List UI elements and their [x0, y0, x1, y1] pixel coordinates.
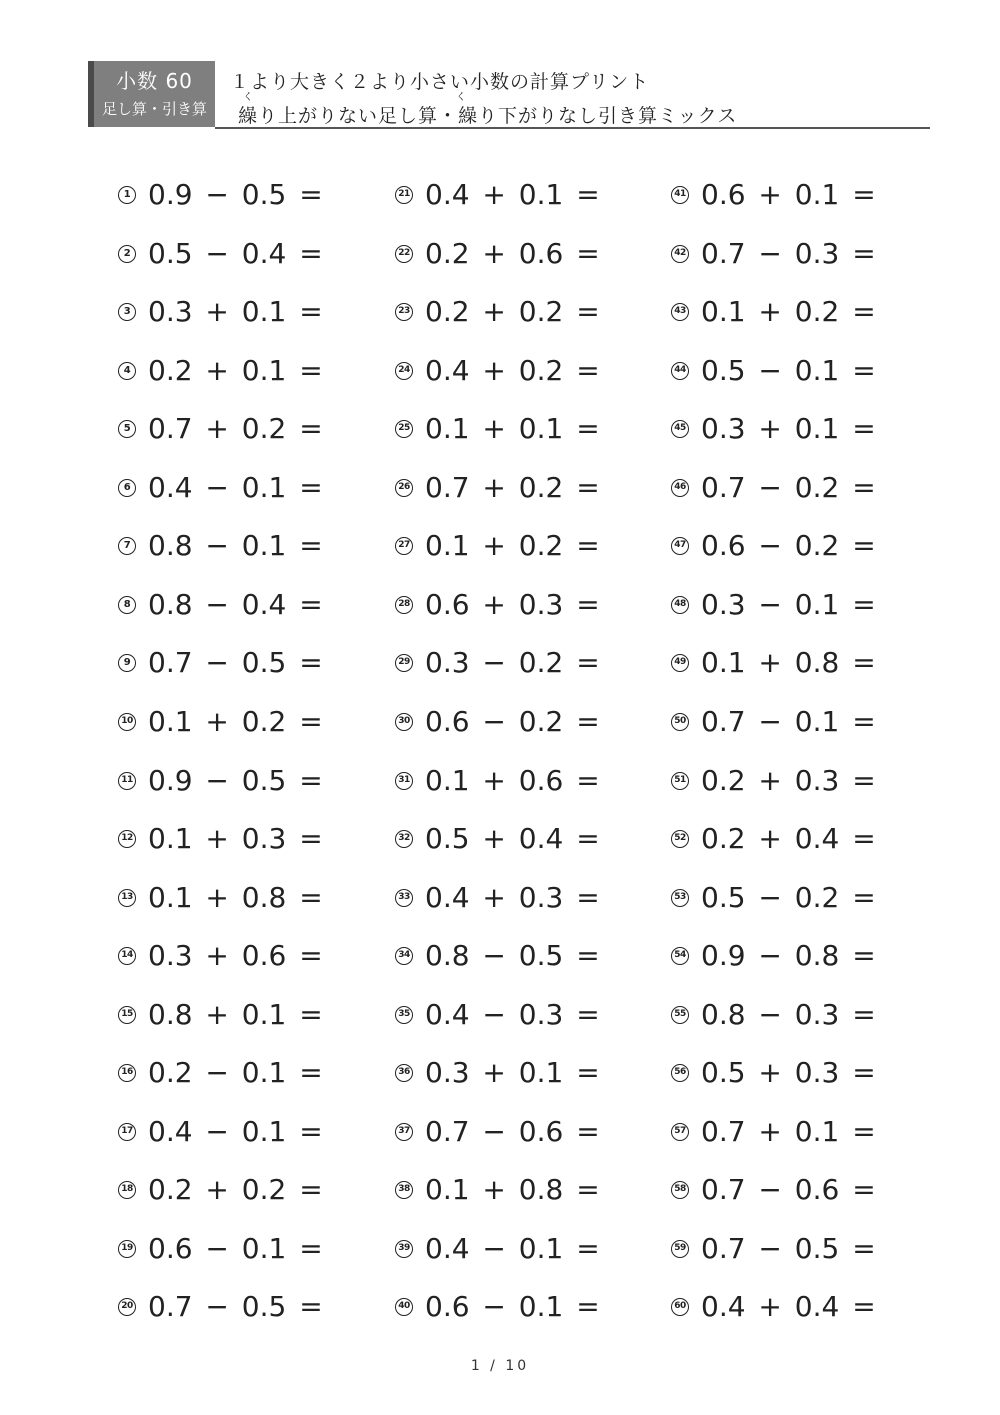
problem-item — [118, 175, 323, 215]
problem-item — [118, 234, 323, 274]
problem-expression: 0.8 − 0.1 = — [148, 529, 323, 563]
problem-number: 43 — [671, 303, 689, 321]
problem-number: 55 — [671, 1006, 689, 1024]
problem-expression: 0.8 − 0.5 = — [425, 939, 600, 973]
problem-expression: 0.4 + 0.2 = — [425, 353, 600, 387]
problem-item — [118, 1112, 323, 1152]
problem-item — [118, 1053, 323, 1093]
problem-item — [671, 351, 876, 391]
problem-item — [118, 468, 323, 508]
problem-expression: 0.6 − 0.1 = — [425, 1290, 600, 1324]
problem-number: 2 — [118, 245, 136, 263]
problem-item — [671, 878, 876, 918]
problem-number: 4 — [118, 362, 136, 380]
problem-expression: 0.3 + 0.1 = — [148, 295, 323, 329]
problem-expression: 0.3 + 0.1 = — [425, 1056, 600, 1090]
problem-item — [118, 936, 323, 976]
problem-item — [118, 643, 323, 683]
problem-expression: 0.9 − 0.8 = — [701, 939, 876, 973]
problem-item — [395, 292, 600, 332]
problem-number: 3 — [118, 303, 136, 321]
problem-number: 14 — [118, 947, 136, 965]
problem-item — [118, 702, 323, 742]
problem-number: 8 — [118, 596, 136, 614]
problem-number: 29 — [395, 654, 413, 672]
problem-item — [671, 292, 876, 332]
problem-item — [118, 1287, 323, 1327]
problem-number: 39 — [395, 1240, 413, 1258]
problem-expression: 0.6 + 0.3 = — [425, 587, 600, 621]
problem-item — [671, 1170, 876, 1210]
problem-expression: 0.9 − 0.5 = — [148, 178, 323, 211]
problem-item — [118, 526, 323, 566]
problem-item — [671, 175, 876, 215]
problem-expression: 0.7 − 0.5 = — [701, 1231, 876, 1265]
problem-number: 7 — [118, 537, 136, 555]
problem-number: 16 — [118, 1064, 136, 1082]
problem-number: 41 — [671, 186, 689, 204]
problem-expression: 0.5 + 0.3 = — [701, 1056, 876, 1090]
problem-item — [671, 819, 876, 859]
problem-item — [671, 936, 876, 976]
problem-item — [395, 878, 600, 918]
problem-expression: 0.8 − 0.3 = — [701, 997, 876, 1031]
problem-expression: 0.1 + 0.2 = — [701, 295, 876, 329]
problem-expression: 0.7 + 0.2 = — [148, 412, 323, 446]
problem-expression: 0.7 − 0.3 = — [701, 236, 876, 270]
problem-expression: 0.3 − 0.2 = — [425, 646, 600, 680]
problem-item — [118, 1229, 323, 1269]
problem-expression: 0.4 − 0.3 = — [425, 997, 600, 1031]
problem-expression: 0.4 + 0.1 = — [425, 178, 600, 211]
problem-expression: 0.3 − 0.1 = — [701, 587, 876, 621]
problem-expression: 0.7 − 0.5 = — [148, 1290, 323, 1324]
problem-number: 32 — [395, 830, 413, 848]
problem-number: 48 — [671, 596, 689, 614]
problem-number: 12 — [118, 830, 136, 848]
problem-item — [395, 409, 600, 449]
problem-expression: 0.4 + 0.4 = — [701, 1290, 876, 1324]
problem-item — [395, 1112, 600, 1152]
problem-expression: 0.2 + 0.1 = — [148, 353, 323, 387]
problem-item — [671, 995, 876, 1035]
problem-number: 54 — [671, 947, 689, 965]
problem-item — [671, 1229, 876, 1269]
problem-item — [118, 351, 323, 391]
problem-item — [671, 526, 876, 566]
problem-item — [118, 1170, 323, 1210]
problem-expression: 0.5 − 0.4 = — [148, 236, 323, 270]
problem-number: 40 — [395, 1298, 413, 1316]
problem-expression: 0.1 + 0.2 = — [148, 704, 323, 738]
problem-item — [671, 409, 876, 449]
problem-number: 37 — [395, 1123, 413, 1141]
problem-item — [671, 1112, 876, 1152]
problem-expression: 0.2 + 0.6 = — [425, 236, 600, 270]
problem-item — [395, 468, 600, 508]
problem-number: 22 — [395, 245, 413, 263]
problem-expression: 0.3 + 0.1 = — [701, 412, 876, 446]
problem-expression: 0.6 − 0.1 = — [148, 1231, 323, 1265]
problem-item — [395, 1053, 600, 1093]
problem-expression: 0.6 − 0.2 = — [425, 704, 600, 738]
problem-number: 21 — [395, 186, 413, 204]
problem-item — [395, 526, 600, 566]
problem-expression: 0.2 + 0.2 = — [148, 1173, 323, 1207]
problem-number: 42 — [671, 245, 689, 263]
problem-item — [395, 351, 600, 391]
problem-expression: 0.4 − 0.1 = — [148, 1114, 323, 1148]
problem-item — [395, 1170, 600, 1210]
problem-number: 47 — [671, 537, 689, 555]
badge-topic-label: 足し算・引き算 — [101, 100, 207, 118]
problem-expression: 0.7 − 0.1 = — [701, 704, 876, 738]
problem-expression: 0.6 + 0.1 = — [701, 178, 876, 211]
problem-number: 49 — [671, 654, 689, 672]
problem-number: 45 — [671, 420, 689, 438]
problem-number: 59 — [671, 1240, 689, 1258]
page-number: 1 / 10 — [470, 1358, 530, 1374]
problem-number: 26 — [395, 479, 413, 497]
problem-number: 51 — [671, 772, 689, 790]
problem-expression: 0.6 − 0.2 = — [701, 529, 876, 563]
problem-expression: 0.2 + 0.3 = — [701, 763, 876, 797]
problem-expression: 0.4 − 0.1 = — [148, 470, 323, 504]
problem-item — [118, 878, 323, 918]
problem-item — [395, 643, 600, 683]
problem-item — [395, 1287, 600, 1327]
problem-expression: 0.2 + 0.4 = — [701, 822, 876, 856]
problem-expression: 0.9 − 0.5 = — [148, 763, 323, 797]
problem-expression: 0.7 − 0.6 = — [425, 1114, 600, 1148]
ruby-reading-1: く — [243, 92, 253, 103]
problem-item — [671, 468, 876, 508]
problem-number: 25 — [395, 420, 413, 438]
problem-number: 24 — [395, 362, 413, 380]
problem-expression: 0.4 + 0.3 = — [425, 880, 600, 914]
problem-number: 13 — [118, 889, 136, 907]
problem-item — [118, 585, 323, 625]
problem-expression: 0.8 − 0.4 = — [148, 587, 323, 621]
problem-number: 5 — [118, 420, 136, 438]
problem-number: 36 — [395, 1064, 413, 1082]
problem-expression: 0.1 + 0.8 = — [701, 646, 876, 680]
problem-item — [395, 234, 600, 274]
problem-number: 19 — [118, 1240, 136, 1258]
problem-number: 34 — [395, 947, 413, 965]
problem-item — [671, 643, 876, 683]
problem-item — [118, 819, 323, 859]
problem-item — [118, 409, 323, 449]
problem-number: 15 — [118, 1006, 136, 1024]
problem-number: 38 — [395, 1181, 413, 1199]
problem-number: 50 — [671, 713, 689, 731]
problem-number: 33 — [395, 889, 413, 907]
problem-number: 6 — [118, 479, 136, 497]
problem-number: 31 — [395, 772, 413, 790]
problem-number: 35 — [395, 1006, 413, 1024]
problem-number: 57 — [671, 1123, 689, 1141]
problem-expression: 0.8 + 0.1 = — [148, 997, 323, 1031]
problem-item — [395, 585, 600, 625]
problem-number: 28 — [395, 596, 413, 614]
problem-expression: 0.5 − 0.1 = — [701, 353, 876, 387]
problem-item — [395, 761, 600, 801]
problem-expression: 0.3 + 0.6 = — [148, 939, 323, 973]
problem-item — [395, 995, 600, 1035]
problem-item — [395, 702, 600, 742]
problem-number: 23 — [395, 303, 413, 321]
problem-expression: 0.7 + 0.1 = — [701, 1114, 876, 1148]
problem-number: 17 — [118, 1123, 136, 1141]
problem-number: 56 — [671, 1064, 689, 1082]
problem-item — [395, 936, 600, 976]
badge-unit-label: 小数 60 — [116, 69, 193, 93]
problem-expression: 0.7 − 0.5 = — [148, 646, 323, 680]
problem-number: 27 — [395, 537, 413, 555]
problem-number: 11 — [118, 772, 136, 790]
problem-number: 9 — [118, 654, 136, 672]
problem-number: 30 — [395, 713, 413, 731]
problem-item — [395, 1229, 600, 1269]
problem-item — [671, 702, 876, 742]
problem-number: 10 — [118, 713, 136, 731]
problem-expression: 0.2 + 0.2 = — [425, 295, 600, 329]
problem-number: 52 — [671, 830, 689, 848]
problem-item — [118, 995, 323, 1035]
problem-expression: 0.1 + 0.8 = — [425, 1173, 600, 1207]
problem-expression: 0.5 + 0.4 = — [425, 822, 600, 856]
problem-number: 58 — [671, 1181, 689, 1199]
problem-number: 44 — [671, 362, 689, 380]
problem-expression: 0.7 − 0.2 = — [701, 470, 876, 504]
problem-expression: 0.1 + 0.6 = — [425, 763, 600, 797]
problem-number: 18 — [118, 1181, 136, 1199]
problem-item — [118, 761, 323, 801]
problem-item — [671, 1053, 876, 1093]
problem-number: 60 — [671, 1298, 689, 1316]
problem-item — [671, 234, 876, 274]
problem-number: 46 — [671, 479, 689, 497]
problem-number: 53 — [671, 889, 689, 907]
problem-item — [671, 1287, 876, 1327]
problem-expression: 0.1 + 0.3 = — [148, 822, 323, 856]
problem-number: 1 — [118, 186, 136, 204]
problem-expression: 0.5 − 0.2 = — [701, 880, 876, 914]
problem-expression: 0.7 + 0.2 = — [425, 470, 600, 504]
problem-expression: 0.2 − 0.1 = — [148, 1056, 323, 1090]
ruby-reading-2: く — [456, 92, 466, 103]
problem-item — [671, 585, 876, 625]
problem-item — [395, 819, 600, 859]
problem-expression: 0.7 − 0.6 = — [701, 1173, 876, 1207]
problem-item — [671, 761, 876, 801]
problem-expression: 0.1 + 0.1 = — [425, 412, 600, 446]
problem-expression: 0.1 + 0.8 = — [148, 880, 323, 914]
problem-expression: 0.1 + 0.2 = — [425, 529, 600, 563]
problem-expression: 0.4 − 0.1 = — [425, 1231, 600, 1265]
problem-item — [395, 175, 600, 215]
worksheet-subtitle: 繰り上がりない足し算・繰り下がりなし引き算ミックス — [238, 105, 738, 127]
problem-item — [118, 292, 323, 332]
worksheet-title: １より大きく２より小さい小数の計算プリント — [230, 71, 650, 93]
problem-number: 20 — [118, 1298, 136, 1316]
